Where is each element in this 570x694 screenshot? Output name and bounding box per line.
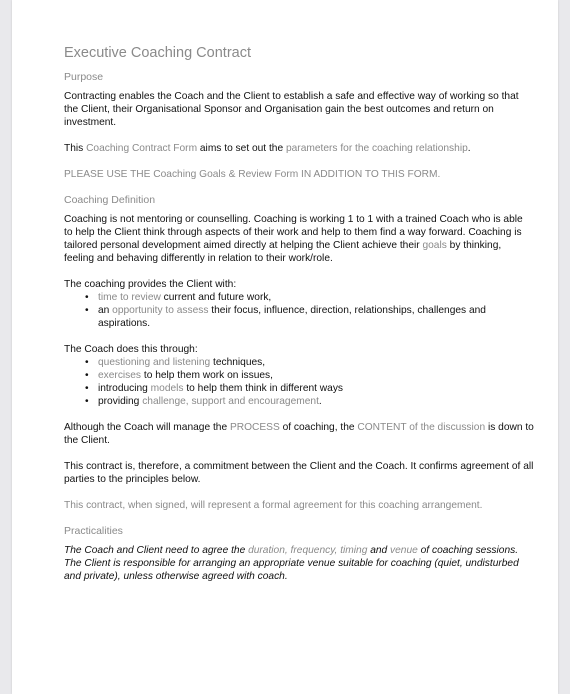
form-line (64, 142, 534, 155)
definition-text: Coaching is not mentoring or counselling. Coaching is working 1 to 1 with a trained Coach who is able to help the Client think through aspects of their work and help to them find a way forward. Coaching is tailored personal development aimed directly at helping the Client achieve their (64, 214, 523, 251)
commitment-paragraph: This contract is, therefore, a commitment between the Client and the Coach. It confirms agreement of all parties to the principles below. (64, 461, 534, 485)
item-text: providing (98, 396, 143, 407)
item-highlight: challenge, support and encouragement (142, 396, 319, 407)
list-item (98, 304, 534, 330)
form-parameters: parameters for the coaching relationship (285, 143, 468, 154)
definition-paragraph (64, 213, 534, 265)
form-line-text: This (64, 143, 87, 154)
practicalities-text: The Coach and Client need to agree the (64, 545, 249, 556)
list-item (98, 395, 534, 408)
form-name: Coaching Contract Form (86, 143, 198, 154)
manage-text: is down to the Client. (64, 422, 534, 446)
form-line-text: aims to set out the (197, 143, 286, 154)
item-text: techniques, (210, 357, 266, 368)
manage-process: PROCESS (229, 422, 280, 433)
item-text: to help them think in different ways (183, 383, 344, 394)
document-content (64, 44, 534, 596)
item-highlight: models (150, 383, 184, 394)
item-text: an (98, 305, 113, 316)
list-item (98, 382, 534, 395)
practicalities-text: of coaching sessions. The Client is responsible for arranging an appropriate venue suitable for coaching (quiet, undisturbed and private), unless otherwise agreed with coach. (64, 545, 519, 582)
list-item (98, 369, 534, 382)
item-highlight: time to review (98, 292, 161, 303)
item-text: to help them work on issues, (141, 370, 273, 381)
practicalities-venue: venue (390, 545, 418, 556)
provides-intro: The coaching provides the Client with: (64, 279, 237, 290)
coach-intro: The Coach does this through: (64, 344, 198, 355)
document-title: Executive Coaching Contract (64, 45, 251, 61)
item-text: . (318, 396, 322, 407)
practicalities-text: and (367, 545, 391, 556)
purpose-heading: Purpose (64, 71, 104, 83)
item-text: current and future work, (160, 292, 272, 303)
manage-text: of coaching, the (279, 422, 358, 433)
manage-text: Although the Coach will manage the (64, 422, 230, 433)
signed-note: This contract, when signed, will represent a formal agreement for this coaching arrangement. (64, 500, 483, 511)
manage-paragraph (64, 421, 534, 447)
practicalities-paragraph (64, 544, 534, 583)
item-highlight: exercises (98, 370, 142, 381)
practicalities-heading: Practicalities (64, 525, 123, 537)
notice-text: IN ADDITION TO THIS FORM. (301, 169, 441, 180)
practicalities-highlight: duration, frequency, timing (248, 545, 368, 556)
item-text: introducing (98, 383, 151, 394)
item-text: their focus, influence, direction, relationships, challenges and aspirations. (98, 305, 486, 329)
form-line-text: . (467, 143, 471, 154)
document-page (12, 0, 558, 694)
notice-text: PLEASE USE THE Coaching Goals & Review Form (64, 169, 302, 180)
coaching-definition-heading: Coaching Definition (64, 194, 156, 206)
manage-content: CONTENT of the discussion (357, 422, 486, 433)
definition-text: by thinking, feeling and behaving differently in relation to their work/role. (64, 240, 502, 264)
item-highlight: opportunity to assess (112, 305, 209, 316)
purpose-paragraph: Contracting enables the Coach and the Client to establish a safe and effective way of working so that the Client, their Organisational Sponsor and Organisation gain the best outcomes and return on investment. (64, 91, 519, 128)
provides-list (64, 291, 534, 330)
form-notice (64, 168, 534, 181)
item-highlight: questioning and listening (98, 357, 211, 368)
definition-goals: goals (422, 240, 447, 251)
list-item (98, 291, 534, 304)
list-item (98, 356, 534, 369)
coach-list (64, 356, 534, 408)
